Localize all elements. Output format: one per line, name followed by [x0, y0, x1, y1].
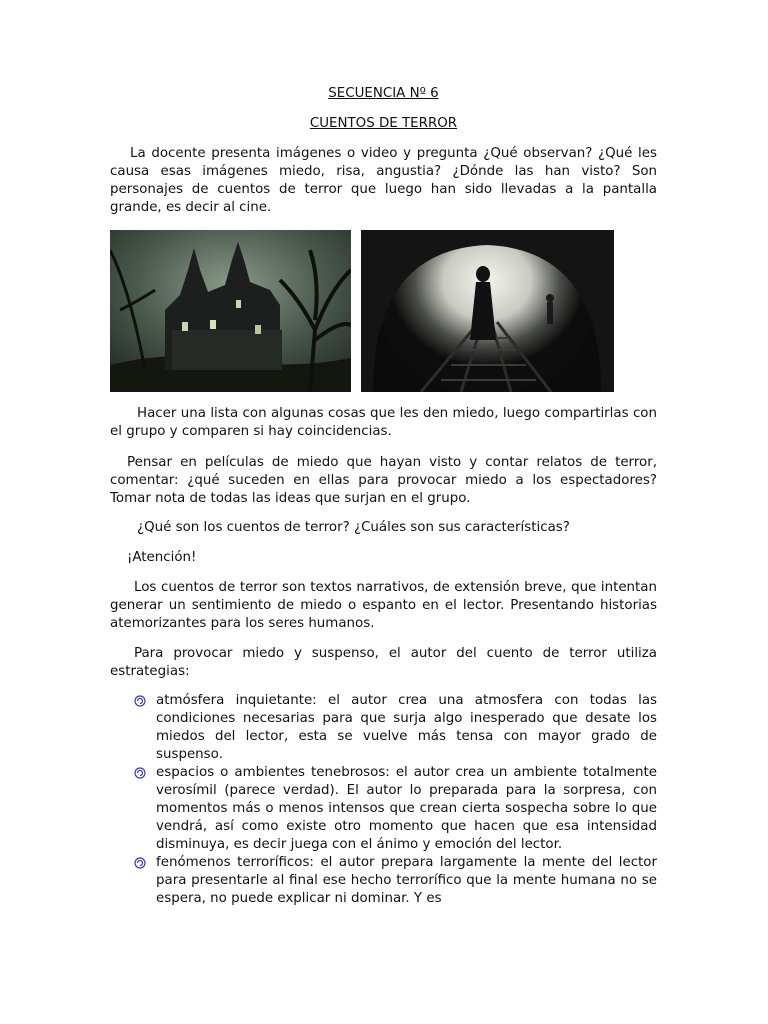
list-item-text: espacios o ambientes tenebrosos: el autor crea un ambiente totalmente verosímil (parece verdad). El autor lo preparada para la sorpresa, con momentos más o menos intensos que crean cierta sospecha sobre lo que vendrá, así como existe otro momento que hacen que esa intensidad disminuya, es decir juega con el ánimo y emoción del lector.	[156, 765, 657, 852]
spiral-bullet-icon	[134, 767, 146, 779]
strategies-list	[110, 692, 657, 908]
haunted-house-photo	[110, 230, 351, 392]
question-paragraph: ¿Qué son los cuentos de terror? ¿Cuáles son sus características?	[137, 520, 570, 535]
document-page	[110, 0, 657, 1024]
list-item	[110, 764, 657, 854]
list-item	[110, 854, 657, 908]
spiral-bullet-icon	[134, 857, 146, 869]
spiral-bullet-icon	[134, 695, 146, 707]
tunnel-figure-photo	[361, 230, 614, 392]
intro-paragraph: La docente presenta imágenes o video y pregunta ¿Qué observan? ¿Qué les causa esas imágenes miedo, risa, angustia? ¿Dónde las han visto? Son personajes de cuentos de terror que luego han sido llevadas a la pantalla grande, es decir al cine.	[110, 146, 657, 215]
movies-paragraph: Pensar en películas de miedo que hayan visto y contar relatos de terror, comentar: ¿qué suceden en ellas para provocar miedo a los espectadores? Tomar nota de todas las ideas que surjan en el grupo.	[110, 455, 657, 506]
definition-paragraph: Los cuentos de terror son textos narrativos, de extensión breve, que intentan generar un sentimiento de miedo o espanto en el lector. Presentando historias atemorizantes para los seres humanos.	[110, 580, 657, 631]
list-item-text: fenómenos terroríficos: el autor prepara largamente la mente del lector para presentarle al final ese hecho terrorífico que la mente humana no se espera, no puede explicar ni dominar. Y es	[156, 855, 657, 906]
document-heading: SECUENCIA Nº 6	[328, 86, 439, 101]
list-item	[110, 692, 657, 764]
attention-paragraph: ¡Atención!	[127, 550, 197, 565]
list-item-text: atmósfera inquietante: el autor crea una atmosfera con todas las condiciones necesarias para que surja algo inesperado que desate los miedos del lector, esta se vuelve más tensa con mayor grado de suspenso.	[156, 693, 657, 762]
list-paragraph: Hacer una lista con algunas cosas que les den miedo, luego compartirlas con el grupo y comparen si hay coincidencias.	[110, 406, 657, 439]
strategies-paragraph: Para provocar miedo y suspenso, el autor del cuento de terror utiliza estrategias:	[110, 646, 657, 679]
document-subheading: CUENTOS DE TERROR	[309, 116, 458, 131]
